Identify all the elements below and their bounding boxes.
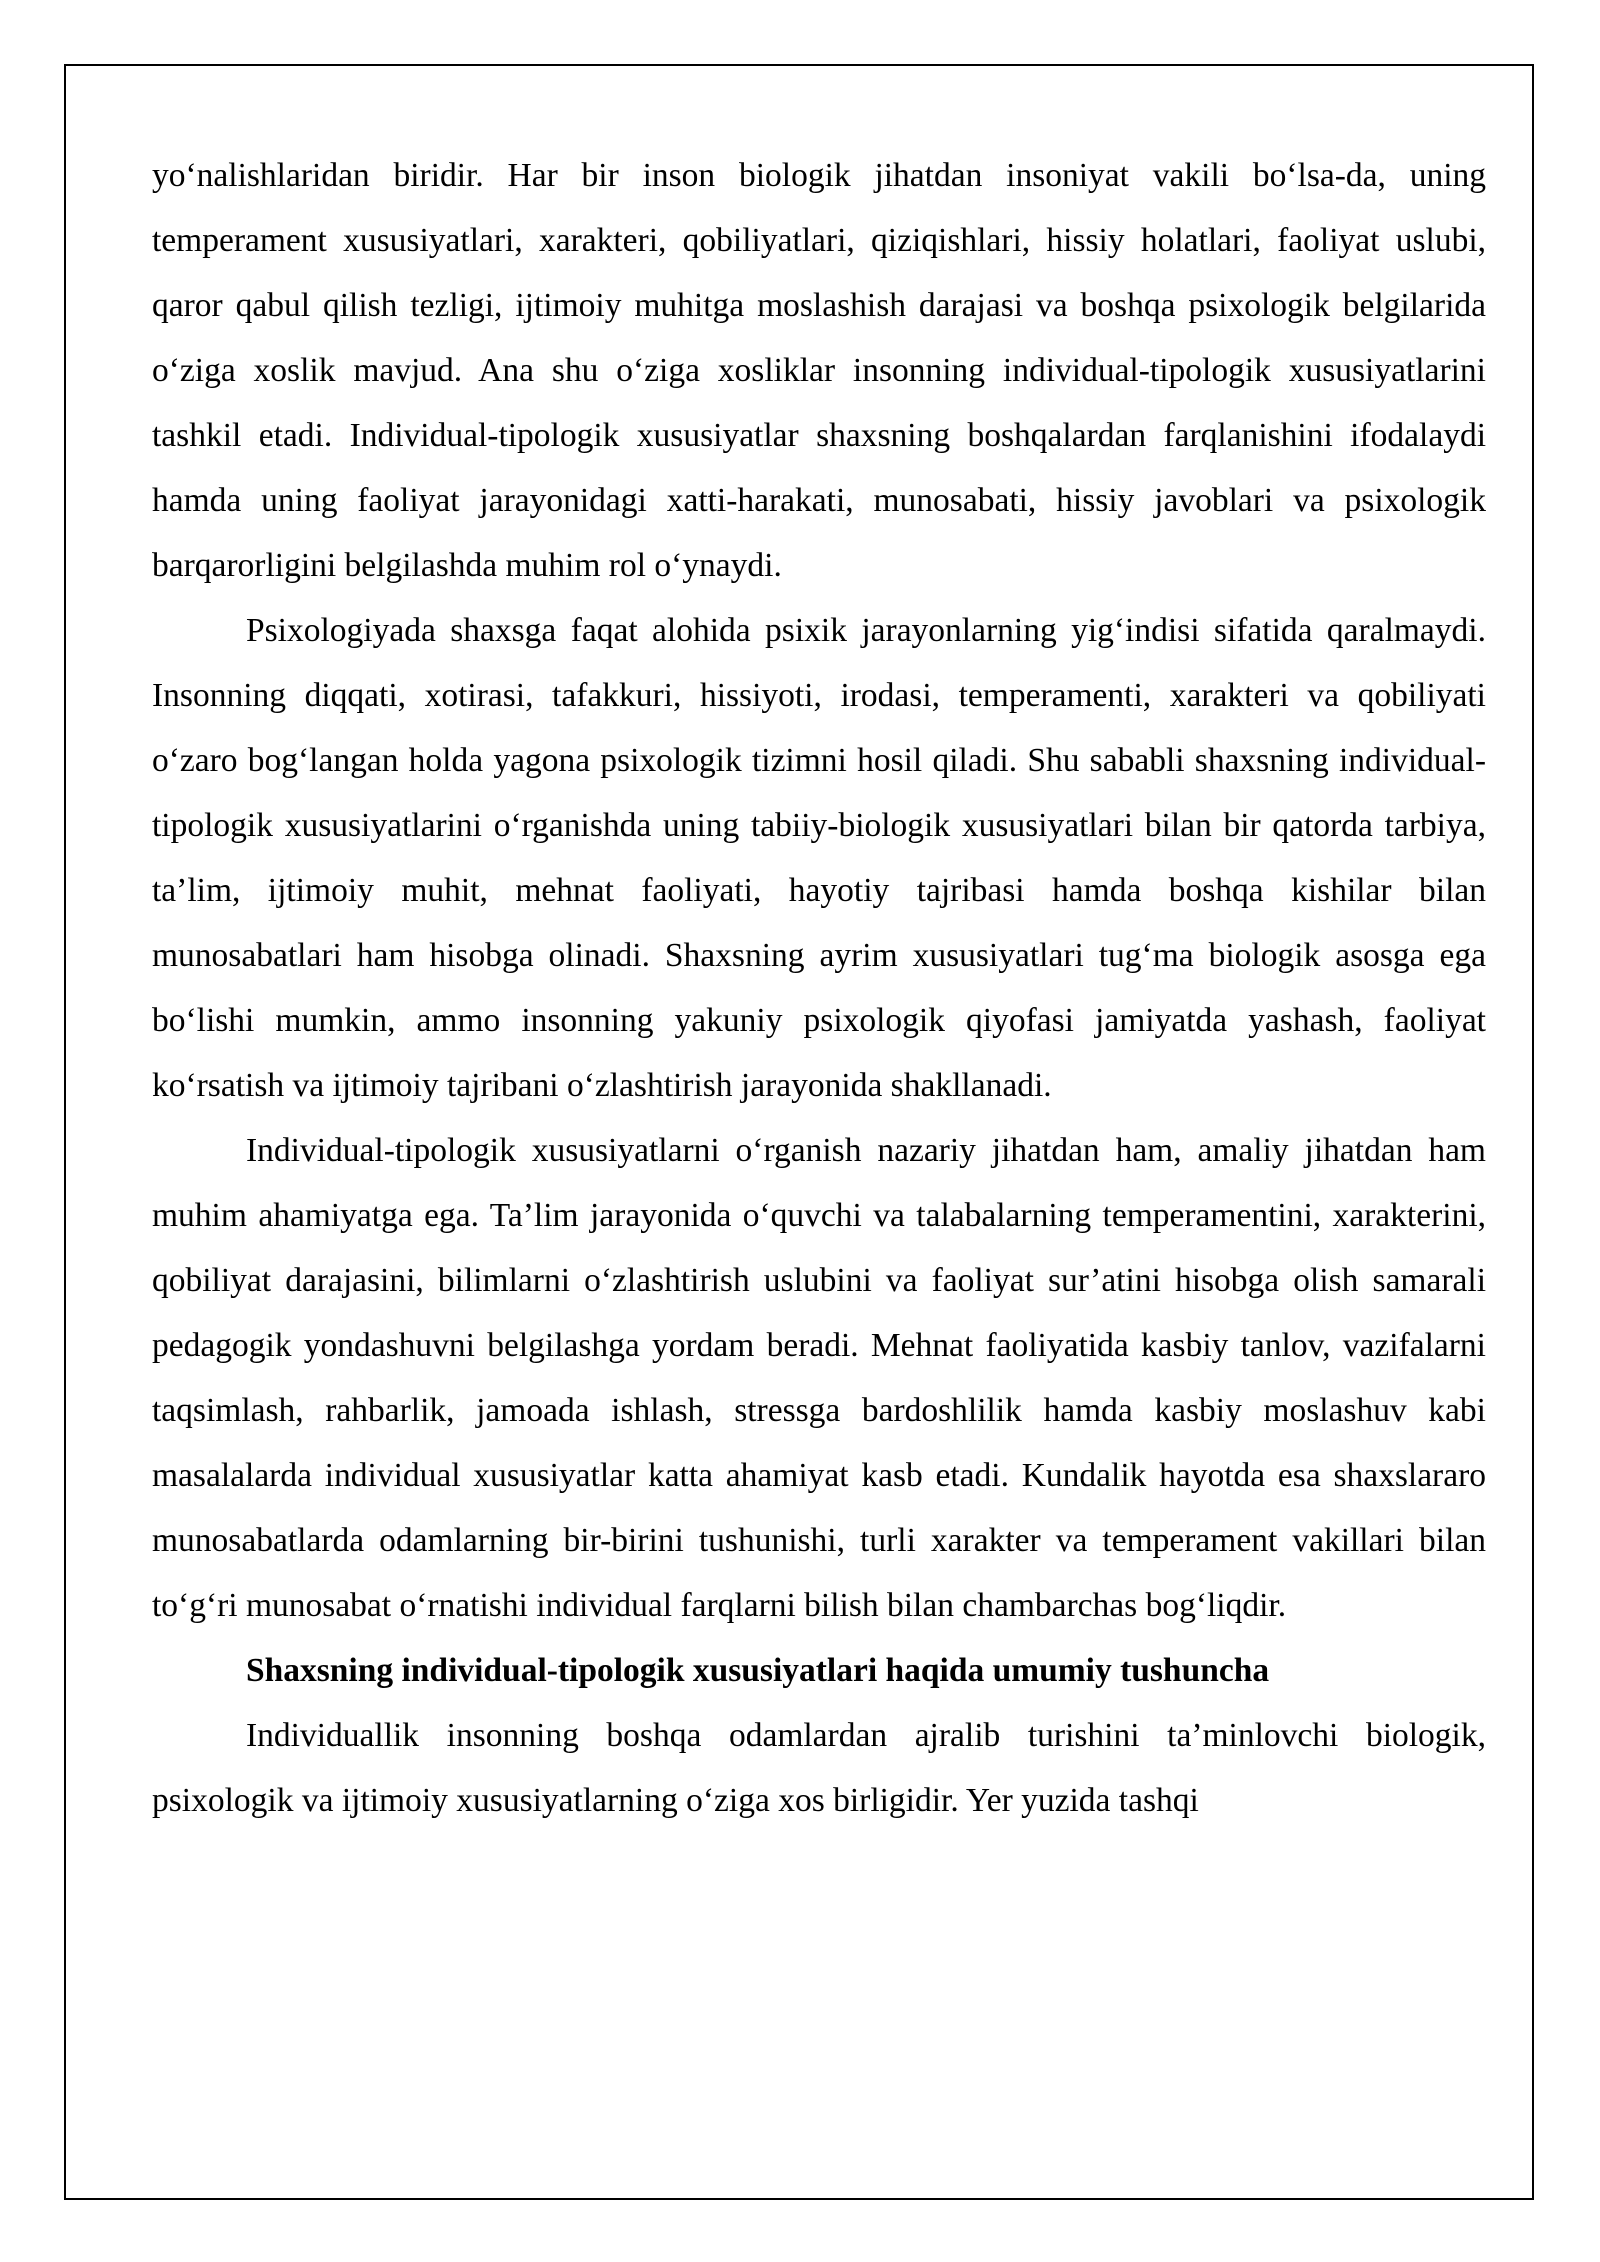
paragraph-1: yo‘nalishlaridan biridir. Har bir inson biologik jihatdan insoniyat vakili bo‘lsa-da, uning temperament xususiyatlari, xarakteri, qobiliyatlari, qiziqishlari, hissiy holatlari, faoliyat uslubi, qaror qabul qilish tezligi, ijtimoiy muhitga moslashish darajasi va boshqa psixologik belgilarida o‘ziga xoslik mavjud. Ana shu o‘ziga xosliklar insonning individual-tipologik xususiyatlarini tashkil etadi. Individual-tipologik xususiyatlar shaxsning boshqalardan farqlanishini ifodalaydi hamda uning faoliyat jarayonidagi xatti-harakati, munosabati, hissiy javoblari va psixologik barqarorligini belgilashda muhim rol o‘ynaydi. [152,157,1486,584]
document-body [152,143,1486,1833]
paragraph-4: Individuallik insonning boshqa odamlardan ajralib turishini ta’minlovchi biologik, psixologik va ijtimoiy xususiyatlarning o‘ziga xos birligidir. Yer yuzida tashqi [152,1717,1486,1819]
section-heading: Shaxsning individual-tipologik xususiyatlari haqida umumiy tushuncha [246,1652,1270,1689]
paragraph-3: Individual-tipologik xususiyatlarni o‘rganish nazariy jihatdan ham, amaliy jihatdan ham muhim ahamiyatga ega. Ta’lim jarayonida o‘quvchi va talabalarning temperamentini, xarakterini, qobiliyat darajasini, bilimlarni o‘zlashtirish uslubini va faoliyat sur’atini hisobga olish samarali pedagogik yondashuvni belgilashga yordam beradi. Mehnat faoliyatida kasbiy tanlov, vazifalarni taqsimlash, rahbarlik, jamoada ishlash, stressga bardoshlilik hamda kasbiy moslashuv kabi masalalarda individual xususiyatlar katta ahamiyat kasb etadi. Kundalik hayotda esa shaxslararo munosabatlarda odamlarning bir-birini tushunishi, turli xarakter va temperament vakillari bilan to‘g‘ri munosabat o‘rnatishi individual farqlarni bilish bilan chambarchas bog‘liqdir. [152,1132,1486,1624]
paragraph-2: Psixologiyada shaxsga faqat alohida psixik jarayonlarning yig‘indisi sifatida qaralmaydi. Insonning diqqati, xotirasi, tafakkuri, hissiyoti, irodasi, temperamenti, xarakteri va qobiliyati o‘zaro bog‘langan holda yagona psixologik tizimni hosil qiladi. Shu sababli shaxsning individual-tipologik xususiyatlarini o‘rganishda uning tabiiy-biologik xususiyatlari bilan bir qatorda tarbiya, ta’lim, ijtimoiy muhit, mehnat faoliyati, hayotiy tajribasi hamda boshqa kishilar bilan munosabatlari ham hisobga olinadi. Shaxsning ayrim xususiyatlari tug‘ma biologik asosga ega bo‘lishi mumkin, ammo insonning yakuniy psixologik qiyofasi jamiyatda yashash, faoliyat ko‘rsatish va ijtimoiy tajribani o‘zlashtirish jarayonida shakllanadi. [152,612,1486,1104]
